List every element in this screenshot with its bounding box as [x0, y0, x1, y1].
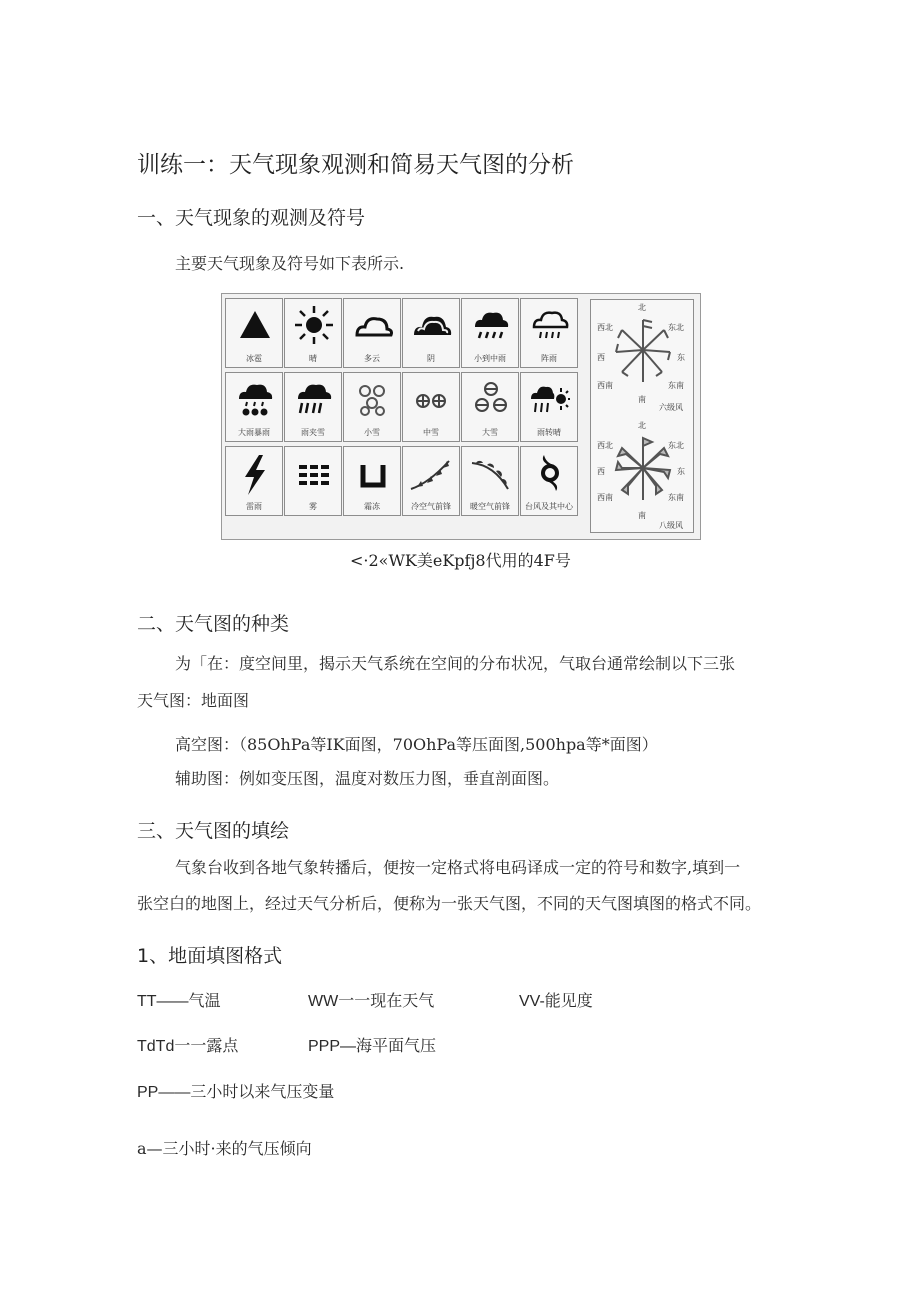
table-caption: <·2«WK美eKpfj8代用的4F号 — [350, 551, 571, 570]
wind-level-label: 六级风 — [659, 403, 683, 412]
section2-paragraph: 为「在：度空间里，揭示天气系统在空间的分布状况，气取台通常绘制以下三张 — [175, 654, 736, 673]
cold-front-icon — [409, 453, 453, 493]
wind-label-west: 西 — [597, 353, 605, 362]
symbol-cell — [284, 446, 342, 516]
shower-icon — [530, 305, 570, 345]
symbol-cell — [461, 372, 519, 442]
frost-icon — [353, 453, 393, 493]
wind-label-northeast: 东北 — [668, 441, 684, 450]
symbol-cell — [225, 372, 283, 442]
symbol-cell — [520, 446, 578, 516]
symbol-label: 小雪 — [364, 428, 380, 437]
section3-paragraph: 气象台收到各地气象转播后，便按一定格式将电码译成一定的符号和数字,填到一 — [175, 858, 741, 877]
wind-label-east: 东 — [677, 467, 685, 476]
section3-paragraph: 张空白的地图上，经过天气分析后，便称为一张天气图，不同的天气图填图的格式不同。 — [137, 894, 762, 913]
wind-label-west: 西 — [597, 467, 605, 476]
symbol-label: 中雪 — [423, 428, 439, 437]
field-ppp: PPP—海平面气压 — [308, 1038, 437, 1055]
section1-intro: 主要天气现象及符号如下表所示. — [175, 254, 405, 273]
section2-paragraph: 天气图：地面图 — [137, 691, 250, 710]
lightning-icon — [235, 453, 275, 497]
wind-label-southeast: 东南 — [668, 493, 684, 502]
symbol-label: 雨转晴 — [537, 428, 561, 437]
symbol-cell — [461, 298, 519, 368]
symbol-cell — [402, 298, 460, 368]
field-pp: PP——三小时以来气压变量 — [137, 1084, 335, 1101]
heavy-rain-icon — [235, 379, 275, 419]
symbol-cell — [225, 298, 283, 368]
section2-paragraph: 高空图：（85OhPa等IK面图，70OhPa等压面图,500hpa等*面图） — [175, 735, 658, 754]
sun-icon — [294, 305, 334, 345]
light-rain-icon — [471, 305, 511, 345]
symbol-cell — [284, 298, 342, 368]
section3-heading: 三、天气图的填绘 — [137, 820, 290, 842]
symbol-cell — [402, 446, 460, 516]
section4-heading: 1、地面填图格式 — [137, 945, 283, 967]
symbol-label: 小到中雨 — [474, 354, 506, 363]
symbol-label: 雨夹雪 — [301, 428, 325, 437]
symbol-cell — [402, 372, 460, 442]
symbol-label: 雷雨 — [246, 502, 262, 511]
wind-label-southwest: 西南 — [597, 493, 613, 502]
symbol-cell — [343, 446, 401, 516]
wind-label-northwest: 西北 — [597, 323, 613, 332]
wind-label-east: 东 — [677, 353, 685, 362]
symbol-cell — [520, 372, 578, 442]
wind-label-northwest: 西北 — [597, 441, 613, 450]
overcast-cloud-icon — [412, 305, 452, 345]
field-vv: VV-能见度 — [519, 993, 593, 1010]
symbol-label: 大雪 — [482, 428, 498, 437]
symbol-label: 冰雹 — [246, 354, 262, 363]
section1-heading: 一、天气现象的观测及符号 — [137, 207, 366, 229]
symbol-label: 暖空气前锋 — [470, 502, 510, 511]
field-ww: WW一一现在天气 — [308, 993, 435, 1010]
wind-rose-six-icon — [608, 312, 678, 392]
sleet-icon — [294, 379, 334, 419]
symbol-label: 冷空气前锋 — [411, 502, 451, 511]
wind-label-north: 北 — [638, 421, 646, 430]
heavy-snow-icon — [471, 379, 511, 419]
wind-label-northeast: 东北 — [668, 323, 684, 332]
wind-label-south: 南 — [638, 511, 646, 520]
symbol-label: 晴 — [309, 354, 317, 363]
wind-symbol-panel — [590, 299, 694, 533]
section2-paragraph: 辅助图：例如变压图，温度对数压力图，垂直剖面图。 — [175, 769, 560, 788]
hail-triangle-icon — [235, 305, 275, 345]
light-snow-icon — [353, 379, 393, 419]
wind-label-southwest: 西南 — [597, 381, 613, 390]
section2-heading: 二、天气图的种类 — [137, 613, 290, 635]
wind-level-label: 八级风 — [659, 521, 683, 530]
wind-label-southeast: 东南 — [668, 381, 684, 390]
partly-cloudy-icon — [353, 305, 393, 345]
wind-rose-eight-icon — [608, 430, 678, 510]
wind-label-north: 北 — [638, 303, 646, 312]
rain-to-sun-icon — [530, 379, 570, 419]
symbol-cell — [225, 446, 283, 516]
symbol-label: 霜冻 — [364, 502, 380, 511]
field-tdtd: TdTd一一露点 — [137, 1038, 239, 1055]
fog-icon — [294, 453, 334, 493]
symbol-cell — [520, 298, 578, 368]
typhoon-icon — [530, 453, 570, 493]
symbol-label: 雾 — [309, 502, 317, 511]
symbol-cell — [343, 372, 401, 442]
warm-front-icon — [468, 453, 512, 493]
symbol-cell — [461, 446, 519, 516]
symbol-label: 台风及其中心 — [525, 502, 573, 511]
document-title: 训练一：天气现象观测和简易天气图的分析 — [137, 152, 574, 178]
symbol-label: 阵雨 — [541, 354, 557, 363]
symbol-label: 大雨暴雨 — [238, 428, 270, 437]
wind-label-south: 南 — [638, 395, 646, 404]
symbol-label: 多云 — [364, 354, 380, 363]
moderate-snow-icon — [412, 379, 452, 419]
symbol-cell — [284, 372, 342, 442]
symbol-label: 阴 — [427, 354, 435, 363]
field-a: a—三小时·来的气压倾向 — [137, 1139, 312, 1158]
symbol-cell — [343, 298, 401, 368]
field-tt: TT——气温 — [137, 993, 221, 1010]
